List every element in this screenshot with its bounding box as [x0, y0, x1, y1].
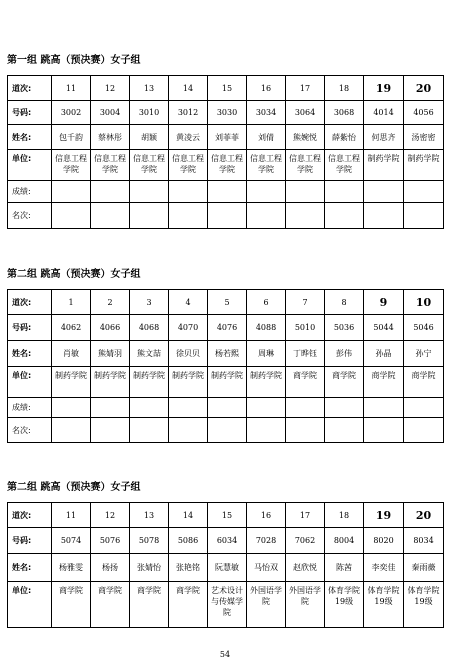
lane-cell: 4	[169, 290, 208, 315]
rank-cell	[169, 203, 208, 229]
schedule-table	[7, 75, 444, 229]
lane-cell: 6	[247, 290, 286, 315]
lane-cell: 19	[364, 503, 404, 528]
unit-cell: 商学院	[325, 367, 364, 398]
number-row	[8, 315, 444, 341]
name-row	[8, 125, 444, 150]
unit-cell: 外国语学院	[247, 582, 286, 628]
unit-row	[8, 150, 444, 181]
lane-cell: 15	[208, 76, 247, 101]
number-cell: 3010	[130, 101, 169, 125]
lane-cell: 18	[325, 76, 364, 101]
number-label: 号码:	[8, 101, 52, 125]
group-title: 第二组 跳高（预决赛）女子组	[7, 269, 141, 280]
lane-cell: 14	[169, 76, 208, 101]
unit-cell: 外国语学院	[286, 582, 325, 628]
lane-cell: 1	[52, 290, 91, 315]
score-cell	[286, 181, 325, 203]
unit-cell: 制药学院	[130, 367, 169, 398]
rank-cell	[91, 418, 130, 443]
number-row	[8, 528, 444, 554]
unit-cell: 商学院	[91, 582, 130, 628]
rank-cell	[247, 203, 286, 229]
number-cell: 3002	[52, 101, 91, 125]
lane-label: 道次:	[8, 76, 52, 101]
number-cell: 4056	[404, 101, 444, 125]
rank-row	[8, 203, 444, 229]
name-cell: 阮慧敏	[208, 554, 247, 582]
lane-cell: 18	[325, 503, 364, 528]
number-cell: 3068	[325, 101, 364, 125]
lane-cell: 14	[169, 503, 208, 528]
lane-cell: 16	[247, 503, 286, 528]
unit-cell: 商学院	[169, 582, 208, 628]
name-cell: 张婧怡	[130, 554, 169, 582]
score-cell	[169, 181, 208, 203]
lane-cell: 5	[208, 290, 247, 315]
lane-cell: 20	[404, 503, 444, 528]
number-cell: 5086	[169, 528, 208, 554]
rank-cell	[364, 418, 404, 443]
number-cell: 5078	[130, 528, 169, 554]
name-cell: 孙宁	[404, 341, 444, 367]
number-cell: 4070	[169, 315, 208, 341]
unit-cell: 艺术设计与传媒学院	[208, 582, 247, 628]
number-cell: 4076	[208, 315, 247, 341]
rank-cell	[286, 203, 325, 229]
lane-cell: 17	[286, 503, 325, 528]
name-cell: 刘菲菲	[208, 125, 247, 150]
unit-cell: 信息工程学院	[247, 150, 286, 181]
unit-cell: 信息工程学院	[130, 150, 169, 181]
name-cell: 刘倩	[247, 125, 286, 150]
score-cell	[404, 398, 444, 418]
name-cell: 杨扬	[91, 554, 130, 582]
lane-cell: 12	[91, 76, 130, 101]
unit-label: 单位:	[8, 367, 52, 398]
lane-row	[8, 503, 444, 528]
number-row	[8, 101, 444, 125]
name-cell: 杨雅雯	[52, 554, 91, 582]
rank-cell	[286, 418, 325, 443]
number-cell: 7028	[247, 528, 286, 554]
unit-cell: 体育学院19级	[364, 582, 404, 628]
rank-cell	[91, 203, 130, 229]
rank-cell	[169, 418, 208, 443]
rank-cell	[208, 203, 247, 229]
rank-cell	[52, 203, 91, 229]
group-title: 第二组 跳高（预决赛）女子组	[7, 482, 141, 493]
unit-cell: 信息工程学院	[52, 150, 91, 181]
name-cell: 陈茜	[325, 554, 364, 582]
rank-cell	[130, 203, 169, 229]
score-cell	[247, 181, 286, 203]
number-label: 号码:	[8, 528, 52, 554]
name-cell: 秦雨薇	[404, 554, 444, 582]
name-cell: 彭伟	[325, 341, 364, 367]
rank-cell	[247, 418, 286, 443]
score-cell	[91, 181, 130, 203]
name-cell: 熊文喆	[130, 341, 169, 367]
number-cell: 3034	[247, 101, 286, 125]
score-cell	[130, 398, 169, 418]
unit-label: 单位:	[8, 582, 52, 628]
lane-cell: 12	[91, 503, 130, 528]
rank-cell	[325, 203, 364, 229]
number-cell: 4062	[52, 315, 91, 341]
number-cell: 4014	[364, 101, 404, 125]
name-cell: 薛紫怡	[325, 125, 364, 150]
name-cell: 孙晶	[364, 341, 404, 367]
lane-cell: 19	[364, 76, 404, 101]
number-cell: 5074	[52, 528, 91, 554]
lane-cell: 7	[286, 290, 325, 315]
name-cell: 黄凌云	[169, 125, 208, 150]
score-cell	[91, 398, 130, 418]
name-label: 姓名:	[8, 125, 52, 150]
rank-cell	[404, 418, 444, 443]
rank-row	[8, 418, 444, 443]
name-cell: 周琳	[247, 341, 286, 367]
name-cell: 马怡双	[247, 554, 286, 582]
group-1	[7, 55, 443, 229]
number-cell: 8034	[404, 528, 444, 554]
unit-cell: 商学院	[364, 367, 404, 398]
name-cell: 杨若熙	[208, 341, 247, 367]
score-cell	[364, 398, 404, 418]
score-cell	[52, 181, 91, 203]
unit-cell: 信息工程学院	[208, 150, 247, 181]
name-row	[8, 554, 444, 582]
score-row	[8, 181, 444, 203]
number-cell: 8020	[364, 528, 404, 554]
group-2	[7, 269, 443, 443]
number-cell: 3004	[91, 101, 130, 125]
group-3	[7, 482, 443, 628]
name-cell: 丁晔钰	[286, 341, 325, 367]
unit-cell: 商学院	[52, 582, 91, 628]
score-cell	[364, 181, 404, 203]
name-cell: 徐贝贝	[169, 341, 208, 367]
unit-row	[8, 582, 444, 628]
unit-cell: 商学院	[404, 367, 444, 398]
score-cell	[247, 398, 286, 418]
unit-cell: 制药学院	[91, 367, 130, 398]
rank-cell	[208, 418, 247, 443]
unit-cell: 制药学院	[208, 367, 247, 398]
unit-cell: 体育学院19级	[404, 582, 444, 628]
number-cell: 4066	[91, 315, 130, 341]
name-cell: 张艳铭	[169, 554, 208, 582]
number-cell: 4068	[130, 315, 169, 341]
rank-cell	[130, 418, 169, 443]
number-cell: 6034	[208, 528, 247, 554]
number-cell: 3030	[208, 101, 247, 125]
number-cell: 5036	[325, 315, 364, 341]
number-cell: 5076	[91, 528, 130, 554]
score-cell	[52, 398, 91, 418]
lane-cell: 20	[404, 76, 444, 101]
name-cell: 熊婉悦	[286, 125, 325, 150]
score-cell	[286, 398, 325, 418]
rank-cell	[404, 203, 444, 229]
number-cell: 5010	[286, 315, 325, 341]
lane-cell: 3	[130, 290, 169, 315]
unit-cell: 制药学院	[169, 367, 208, 398]
rank-cell	[325, 418, 364, 443]
lane-cell: 17	[286, 76, 325, 101]
score-cell	[325, 181, 364, 203]
number-cell: 7062	[286, 528, 325, 554]
schedule-table	[7, 502, 444, 628]
lane-cell: 11	[52, 76, 91, 101]
lane-cell: 16	[247, 76, 286, 101]
unit-label: 单位:	[8, 150, 52, 181]
name-label: 姓名:	[8, 554, 52, 582]
name-cell: 包千韵	[52, 125, 91, 150]
page-number: 54	[219, 650, 231, 659]
lane-label: 道次:	[8, 290, 52, 315]
schedule-table	[7, 289, 444, 443]
score-row	[8, 398, 444, 418]
number-label: 号码:	[8, 315, 52, 341]
name-cell: 李奕佳	[364, 554, 404, 582]
unit-cell: 制药学院	[247, 367, 286, 398]
lane-cell: 13	[130, 76, 169, 101]
number-cell: 4088	[247, 315, 286, 341]
score-cell	[130, 181, 169, 203]
score-cell	[208, 181, 247, 203]
number-cell: 8004	[325, 528, 364, 554]
name-label: 姓名:	[8, 341, 52, 367]
rank-label: 名次:	[8, 418, 52, 443]
score-cell	[208, 398, 247, 418]
rank-cell	[52, 418, 91, 443]
unit-cell: 商学院	[130, 582, 169, 628]
name-cell: 蔡林彤	[91, 125, 130, 150]
number-cell: 5046	[404, 315, 444, 341]
name-cell: 赵欣悦	[286, 554, 325, 582]
number-cell: 3012	[169, 101, 208, 125]
name-cell: 熊婧羽	[91, 341, 130, 367]
rank-cell	[364, 203, 404, 229]
rank-label: 名次:	[8, 203, 52, 229]
group-title: 第一组 跳高（预决赛）女子组	[7, 55, 141, 66]
lane-label: 道次:	[8, 503, 52, 528]
lane-cell: 11	[52, 503, 91, 528]
lane-cell: 2	[91, 290, 130, 315]
unit-cell: 商学院	[286, 367, 325, 398]
unit-cell: 制药学院	[364, 150, 404, 181]
score-label: 成绩:	[8, 181, 52, 203]
score-cell	[325, 398, 364, 418]
number-cell: 5044	[364, 315, 404, 341]
lane-cell: 15	[208, 503, 247, 528]
lane-cell: 9	[364, 290, 404, 315]
name-cell: 肖敏	[52, 341, 91, 367]
lane-row	[8, 290, 444, 315]
unit-cell: 信息工程学院	[91, 150, 130, 181]
unit-row	[8, 367, 444, 398]
lane-row	[8, 76, 444, 101]
name-row	[8, 341, 444, 367]
number-cell: 3064	[286, 101, 325, 125]
unit-cell: 信息工程学院	[286, 150, 325, 181]
name-cell: 汤密密	[404, 125, 444, 150]
score-label: 成绩:	[8, 398, 52, 418]
name-cell: 何思齐	[364, 125, 404, 150]
unit-cell: 制药学院	[404, 150, 444, 181]
unit-cell: 体育学院19级	[325, 582, 364, 628]
name-cell: 胡颖	[130, 125, 169, 150]
lane-cell: 8	[325, 290, 364, 315]
lane-cell: 13	[130, 503, 169, 528]
score-cell	[404, 181, 444, 203]
unit-cell: 信息工程学院	[325, 150, 364, 181]
score-cell	[169, 398, 208, 418]
lane-cell: 10	[404, 290, 444, 315]
unit-cell: 制药学院	[52, 367, 91, 398]
unit-cell: 信息工程学院	[169, 150, 208, 181]
